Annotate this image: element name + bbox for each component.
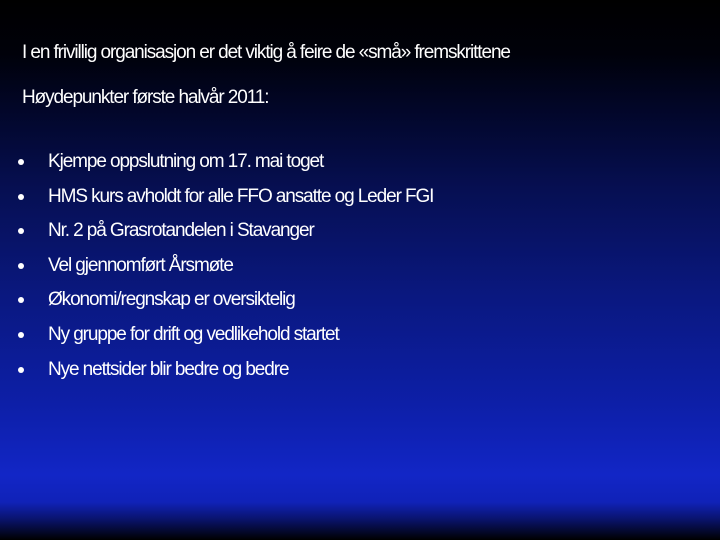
bullet-dot-icon (18, 367, 24, 373)
bullet-text: Vel gjennomført Årsmøte (48, 254, 233, 276)
bullet-text: Økonomi/regnskap er oversiktelig (48, 289, 295, 311)
bullet-dot-icon (18, 332, 24, 338)
slide-subtitle: Høydepunkter første halvår 2011: (22, 87, 269, 108)
bullet-text: Kjempe oppslutning om 17. mai toget (48, 151, 324, 172)
bullet-dot-icon (18, 194, 24, 200)
bullet-dot-icon (18, 297, 24, 303)
bullet-dot-icon (18, 263, 24, 269)
bullet-dot-icon (18, 228, 24, 234)
bullet-text: Nr. 2 på Grasrotandelen i Stavanger (48, 220, 314, 242)
bullet-text: HMS kurs avholdt for alle FFO ansatte og Leder FGI (48, 185, 434, 207)
bullet-dot-icon (18, 159, 24, 165)
slide-title: I en frivillig organisasjon er det viktig å feire de «små» fremskrittene (22, 42, 510, 63)
bullet-text: Nye nettsider blir bedre og bedre (48, 358, 289, 380)
bullet-text: Ny gruppe for drift og vedlikehold startet (48, 323, 339, 345)
